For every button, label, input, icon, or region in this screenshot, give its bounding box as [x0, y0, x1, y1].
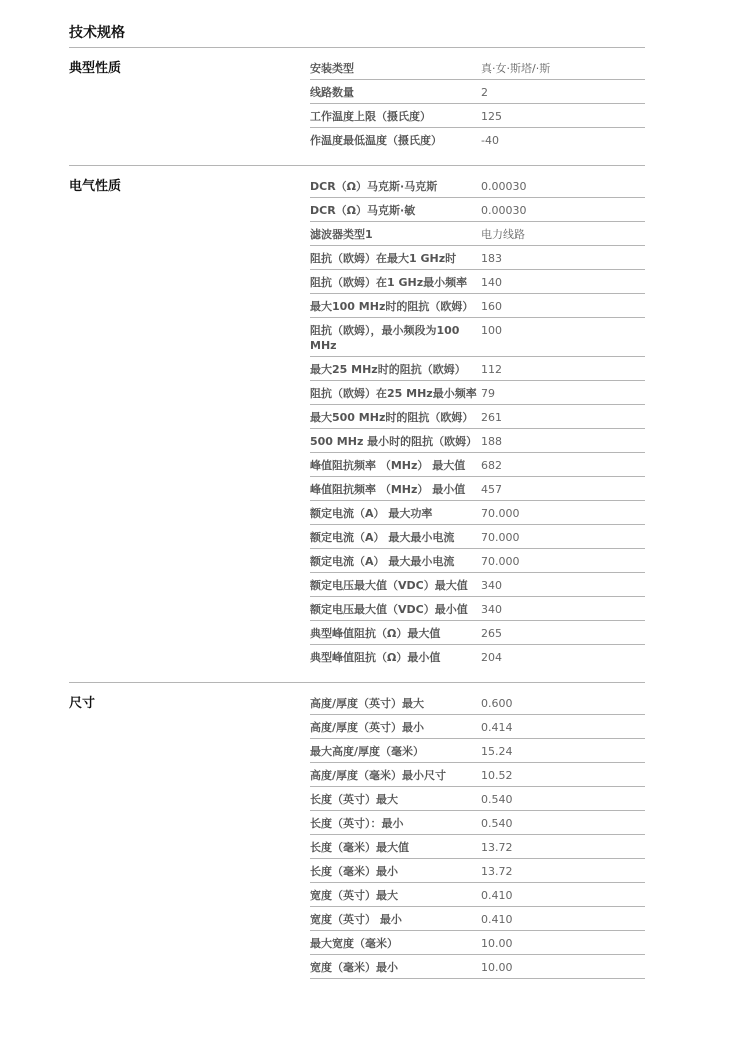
spec-label: 阻抗（欧姆）在1 GHz最小频率: [310, 276, 468, 289]
spec-value: 188: [481, 435, 502, 448]
spec-table: [310, 56, 645, 151]
spec-label: 最大宽度（毫米）: [310, 937, 398, 950]
spec-row: [310, 318, 645, 357]
spec-value: 13.72: [481, 865, 513, 878]
spec-row: [310, 811, 645, 835]
spec-value: 112: [481, 363, 502, 376]
spec-value: 340: [481, 579, 502, 592]
spec-value: 265: [481, 627, 502, 640]
spec-label: 阻抗（欧姆），最小频段为100 MHz: [310, 324, 460, 352]
spec-row: [310, 763, 645, 787]
spec-row: [310, 955, 645, 979]
spec-label: DCR（Ω）马克斯·敏: [310, 204, 416, 217]
spec-value: 0.540: [481, 817, 513, 830]
spec-row: [310, 270, 645, 294]
spec-label: 滤波器类型1: [310, 228, 373, 241]
spec-row: [310, 453, 645, 477]
spec-value: 183: [481, 252, 502, 265]
spec-row: [310, 645, 645, 668]
spec-label: 长度（毫米）最小: [310, 865, 398, 878]
spec-label: 宽度（英寸） 最小: [310, 913, 402, 926]
page-title: 技术规格: [69, 0, 645, 48]
section-title: 典型性质: [69, 61, 122, 76]
spec-value: 真·女·斯塔/·斯: [481, 62, 551, 75]
spec-label: 额定电压最大值（VDC）最大值: [310, 579, 468, 592]
spec-label: 作温度最低温度（摄氏度）: [310, 134, 442, 147]
spec-label: 额定电流（A） 最大最小电流: [310, 555, 455, 568]
spec-value: 10.52: [481, 769, 513, 782]
spec-row: [310, 597, 645, 621]
spec-label: 线路数量: [310, 86, 354, 99]
spec-row: [310, 787, 645, 811]
spec-value: 70.000: [481, 531, 520, 544]
spec-row: [310, 128, 645, 151]
spec-label: 高度/厚度（英寸）最大: [310, 697, 425, 710]
spec-value: 10.00: [481, 937, 513, 950]
spec-value: 100: [481, 324, 502, 337]
spec-label: 典型峰值阻抗（Ω）最大值: [310, 627, 441, 640]
spec-label: 工作温度上限（摄氏度）: [310, 110, 431, 123]
spec-label: 高度/厚度（毫米）最小尺寸: [310, 769, 447, 782]
spec-row: [310, 907, 645, 931]
spec-value: 340: [481, 603, 502, 616]
spec-table: [310, 174, 645, 668]
spec-row: [310, 931, 645, 955]
spec-row: [310, 715, 645, 739]
spec-label: 宽度（毫米）最小: [310, 961, 398, 974]
section-title: 电气性质: [69, 179, 122, 194]
spec-row: [310, 621, 645, 645]
spec-row: [310, 859, 645, 883]
tech-specs: [69, 0, 645, 979]
spec-value: 682: [481, 459, 502, 472]
spec-label: 最大100 MHz时的阻抗（欧姆）: [310, 300, 474, 313]
spec-row: [310, 357, 645, 381]
spec-label: 典型峰值阻抗（Ω）最小值: [310, 651, 441, 664]
spec-value: 140: [481, 276, 502, 289]
spec-row: [310, 381, 645, 405]
spec-label: 阻抗（欧姆）在25 MHz最小频率: [310, 387, 477, 400]
spec-label: 最大25 MHz时的阻抗（欧姆）: [310, 363, 466, 376]
spec-value: 0.600: [481, 697, 513, 710]
spec-value: 0.414: [481, 721, 513, 734]
spec-row: [310, 429, 645, 453]
spec-row: [310, 104, 645, 128]
spec-section: [69, 683, 645, 979]
spec-label: 最大500 MHz时的阻抗（欧姆）: [310, 411, 474, 424]
spec-value: 0.410: [481, 889, 513, 902]
spec-row: [310, 405, 645, 429]
spec-row: [310, 198, 645, 222]
spec-table: [310, 691, 645, 979]
spec-label: 长度（英寸）最大: [310, 793, 398, 806]
spec-label: 长度（毫米）最大值: [310, 841, 409, 854]
spec-label: 阻抗（欧姆）在最大1 GHz时: [310, 252, 457, 265]
spec-value: 电力线路: [481, 228, 525, 241]
sections-container: [69, 48, 645, 979]
spec-value: 204: [481, 651, 502, 664]
spec-row: [310, 80, 645, 104]
spec-row: [310, 501, 645, 525]
spec-value: 0.540: [481, 793, 513, 806]
spec-row: [310, 56, 645, 80]
spec-label: 额定电流（A） 最大功率: [310, 507, 433, 520]
spec-value: 79: [481, 387, 495, 400]
spec-label: 宽度（英寸）最大: [310, 889, 398, 902]
spec-row: [310, 691, 645, 715]
spec-value: 2: [481, 86, 488, 99]
spec-label: DCR（Ω）马克斯·马克斯: [310, 180, 438, 193]
spec-row: [310, 835, 645, 859]
spec-value: 125: [481, 110, 502, 123]
spec-row: [310, 222, 645, 246]
spec-value: 0.410: [481, 913, 513, 926]
spec-label: 安装类型: [310, 62, 354, 75]
spec-label: 长度（英寸）：最小: [310, 817, 404, 830]
spec-row: [310, 549, 645, 573]
spec-value: 13.72: [481, 841, 513, 854]
spec-value: 70.000: [481, 507, 520, 520]
spec-section: [69, 48, 645, 166]
spec-value: -40: [481, 134, 499, 147]
spec-label: 峰值阻抗频率 （MHz） 最大值: [310, 459, 466, 472]
spec-row: [310, 883, 645, 907]
spec-value: 10.00: [481, 961, 513, 974]
spec-row: [310, 174, 645, 198]
spec-label: 额定电流（A） 最大最小电流: [310, 531, 455, 544]
spec-label: 最大高度/厚度（毫米）: [310, 745, 425, 758]
spec-value: 457: [481, 483, 502, 496]
spec-value: 15.24: [481, 745, 513, 758]
spec-value: 160: [481, 300, 502, 313]
spec-value: 0.00030: [481, 180, 527, 193]
spec-label: 额定电压最大值（VDC）最小值: [310, 603, 468, 616]
spec-row: [310, 246, 645, 270]
spec-section: [69, 166, 645, 683]
spec-row: [310, 739, 645, 763]
spec-row: [310, 525, 645, 549]
spec-label: 500 MHz 最小时的阻抗（欧姆）: [310, 435, 478, 448]
spec-row: [310, 477, 645, 501]
spec-row: [310, 573, 645, 597]
spec-value: 70.000: [481, 555, 520, 568]
spec-value: 261: [481, 411, 502, 424]
spec-value: 0.00030: [481, 204, 527, 217]
spec-label: 峰值阻抗频率 （MHz） 最小值: [310, 483, 466, 496]
spec-label: 高度/厚度（英寸）最小: [310, 721, 425, 734]
section-title: 尺寸: [69, 696, 96, 711]
spec-row: [310, 294, 645, 318]
